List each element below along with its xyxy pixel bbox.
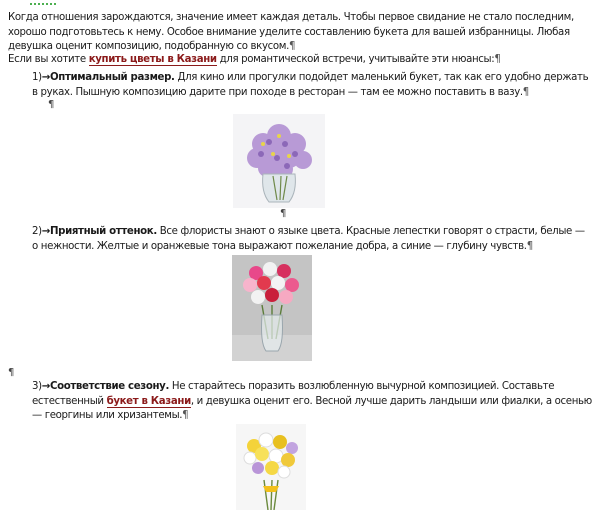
list-item-size xyxy=(32,71,592,100)
pink-rose-bouquet-in-vase-photo xyxy=(232,255,312,361)
lead-paragraph xyxy=(8,53,592,68)
lead-text-before: Если вы хотите xyxy=(8,54,89,65)
lead-text-after: для романтической встречи, учитывайте эти нюансы: xyxy=(216,54,495,65)
list-number: 3) xyxy=(32,381,42,392)
lilac-bouquet-in-glass-vase-photo xyxy=(233,114,325,208)
intro-text: Когда отношения зарождаются, значение имеет каждая деталь. Чтобы первое свидание не стало последним, хорошо подготовьтесь к нему. Особое внимание уделите составлению букета для вашей избранницы. Любая девушка оценит композицию, подобранную со вкусом. xyxy=(8,12,574,53)
tab-arrow-mark: → xyxy=(41,226,50,237)
list-number: 2) xyxy=(32,226,42,237)
spellcheck-underline-mark xyxy=(30,0,56,5)
tab-arrow-mark: → xyxy=(41,381,50,392)
list-item-text-before: Не старайтесь поразить возлюбленную вычурной композицией. Составьте естественный xyxy=(32,381,555,407)
link-bouquet-kazan[interactable]: букет в Казани xyxy=(106,395,191,407)
lilac-bouquet-in-glass-vase-photo-graphic xyxy=(233,114,325,208)
list-item-title: Соответствие сезону. xyxy=(49,381,169,392)
list-number: 1) xyxy=(32,72,42,83)
list-item-title: Приятный оттенок. xyxy=(49,226,157,237)
pilcrow-mark: ¶ xyxy=(280,208,287,219)
pink-rose-bouquet-in-vase-photo-graphic xyxy=(232,255,312,361)
intro-paragraph xyxy=(8,11,592,55)
list-item-text-after: , и девушка оценит его. Весной лучше дарить ландыши или фиалки, а осенью — георгины или хризантемы. xyxy=(32,395,592,422)
tab-arrow-mark: → xyxy=(41,72,50,83)
list-item-text: Все флористы знают о языке цвета. Красные лепестки говорят о страсти, белые — о нежности. Желтые и оранжевые тона выражают пожелание добра, а синие — глубину чувств. xyxy=(32,226,585,252)
pilcrow-mark: ¶ xyxy=(526,240,533,252)
pilcrow-mark: ¶ xyxy=(8,367,15,378)
yellow-white-bouquet-photo xyxy=(236,424,306,510)
list-item-text: Для кино или прогулки подойдет маленький букет, так как его удобно держать в руках. Пышную композицию дарите при походе в ресторан — там ее можно поставить в вазу. xyxy=(32,72,589,98)
list-item-color xyxy=(32,225,592,254)
pilcrow-mark: ¶ xyxy=(182,410,189,422)
pilcrow-mark: ¶ xyxy=(289,41,296,53)
link-buy-flowers-kazan[interactable]: купить цветы в Казани xyxy=(88,54,217,65)
yellow-white-bouquet-photo-graphic xyxy=(236,424,306,510)
pilcrow-mark: ¶ xyxy=(522,86,529,98)
list-item-title: Оптимальный размер. xyxy=(49,72,175,83)
pilcrow-mark: ¶ xyxy=(494,54,501,65)
list-item-season xyxy=(32,380,592,424)
pilcrow-mark: ¶ xyxy=(48,99,55,110)
